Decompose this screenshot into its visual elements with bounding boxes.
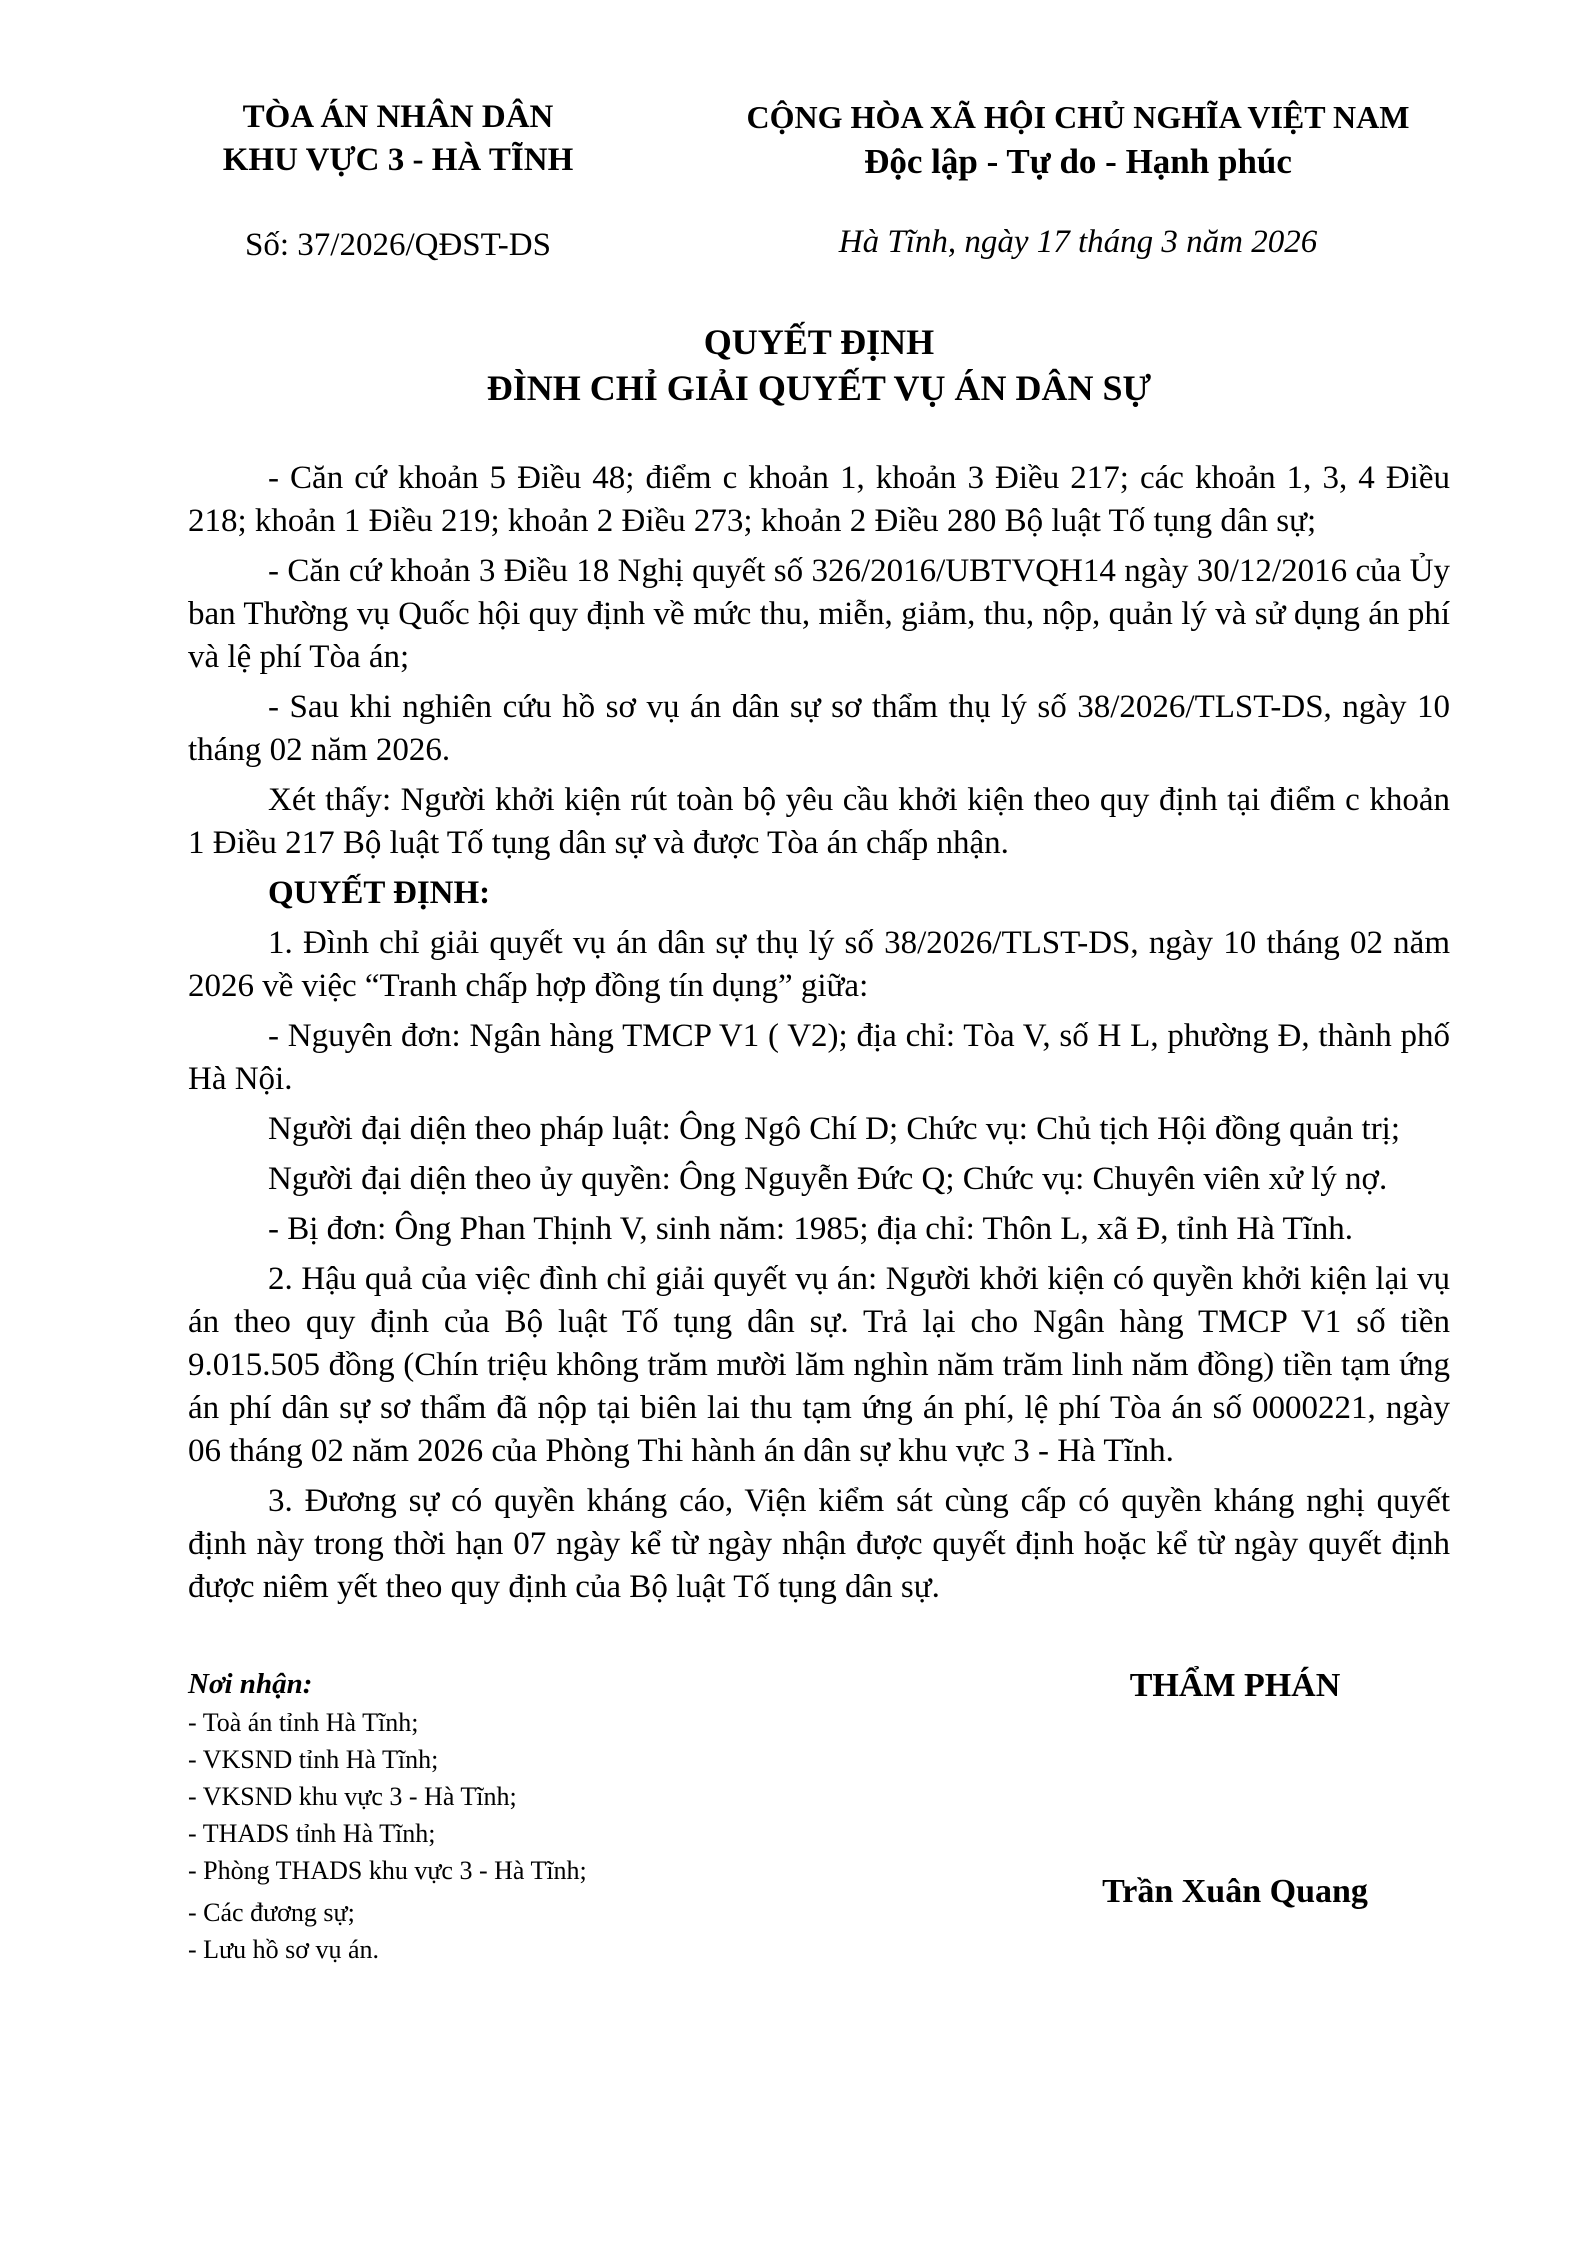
decision-paragraph: - Nguyên đơn: Ngân hàng TMCP V1 ( V2); địa chỉ: Tòa V, số H L, phường Đ, thành phố Hà Nội. bbox=[188, 1018, 1450, 1097]
decision-paragraph: Người đại diện theo ủy quyền: Ông Nguyễn Đức Q; Chức vụ: Chuyên viên xử lý nợ. bbox=[268, 1161, 1388, 1197]
recipients-block bbox=[188, 1664, 828, 1968]
recipient-item: - VKSND khu vực 3 - Hà Tĩnh; bbox=[188, 1782, 517, 1811]
national-motto-line2: Độc lập - Tự do - Hạnh phúc bbox=[864, 142, 1292, 181]
decision-paragraph: - Bị đơn: Ông Phan Thịnh V, sinh năm: 1985; địa chỉ: Thôn L, xã Đ, tỉnh Hà Tĩnh. bbox=[268, 1211, 1354, 1247]
preamble-paragraph: - Sau khi nghiên cứu hồ sơ vụ án dân sự sơ thẩm thụ lý số 38/2026/TLST-DS, ngày 10 tháng 02 năm 2026. bbox=[188, 689, 1450, 768]
document-body bbox=[188, 457, 1450, 1609]
recipient-item: - Các đương sự; bbox=[188, 1898, 355, 1927]
decision-paragraph: 2. Hậu quả của việc đình chỉ giải quyết vụ án: Người khởi kiện có quyền khởi kiện lại vụ án theo quy định của Bộ luật Tố tụng dân sự. Trả lại cho Ngân hàng TMCP V1 số tiền 9.015.505 đồng (Chín triệu không trăm mười lăm nghìn năm trăm linh năm đồng) tiền tạm ứng án phí dân sự sơ thẩm đã nộp tại biên lai thu tạm ứng án phí, lệ phí Tòa án số 0000221, ngày 06 tháng 02 năm 2026 của Phòng Thi hành án dân sự khu vực 3 - Hà Tĩnh. bbox=[188, 1261, 1450, 1469]
document-title-line2: ĐÌNH CHỈ GIẢI QUYẾT VỤ ÁN DÂN SỰ bbox=[486, 368, 1152, 408]
issuing-authority-block bbox=[188, 96, 608, 267]
recipient-item: - Phòng THADS khu vực 3 - Hà Tĩnh; bbox=[188, 1856, 587, 1885]
document-footer bbox=[188, 1664, 1450, 1968]
recipients-label: Nơi nhận: bbox=[188, 1668, 313, 1700]
recipient-item: - VKSND tỉnh Hà Tĩnh; bbox=[188, 1745, 439, 1774]
decision-paragraph: 3. Đương sự có quyền kháng cáo, Viện kiểm sát cùng cấp có quyền kháng nghị quyết định này trong thời hạn 07 ngày kể từ ngày nhận được quyết định hoặc kể từ ngày quyết định được niêm yết theo quy định của Bộ luật Tố tụng dân sự. bbox=[188, 1483, 1450, 1605]
signer-name: Trần Xuân Quang bbox=[1102, 1873, 1368, 1910]
decision-paragraph: 1. Đình chỉ giải quyết vụ án dân sự thụ lý số 38/2026/TLST-DS, ngày 10 tháng 02 năm 2026 về việc “Tranh chấp hợp đồng tín dụng” giữa: bbox=[188, 925, 1450, 1004]
recipient-item: - Lưu hồ sơ vụ án. bbox=[188, 1935, 380, 1964]
preamble-paragraph: - Căn cứ khoản 5 Điều 48; điểm c khoản 1, khoản 3 Điều 217; các khoản 1, 3, 4 Điều 218; khoản 1 Điều 219; khoản 2 Điều 273; khoản 2 Điều 280 Bộ luật Tố tụng dân sự; bbox=[188, 460, 1450, 539]
document-number: Số: 37/2026/QĐST-DS bbox=[245, 227, 551, 263]
national-header-block bbox=[706, 96, 1450, 264]
place-date-line: Hà Tĩnh, ngày 17 tháng 3 năm 2026 bbox=[838, 224, 1318, 260]
preamble-paragraph: - Căn cứ khoản 3 Điều 18 Nghị quyết số 326/2016/UBTVQH14 ngày 30/12/2016 của Ủy ban Thường vụ Quốc hội quy định về mức thu, miễn, giảm, thu, nộp, quản lý và sử dụng án phí và lệ phí Tòa án; bbox=[188, 553, 1450, 675]
signer-title: THẨM PHÁN bbox=[1129, 1667, 1341, 1704]
court-name-line1: TÒA ÁN NHÂN DÂN bbox=[242, 99, 554, 135]
recipient-item: - THADS tỉnh Hà Tĩnh; bbox=[188, 1819, 436, 1848]
signature-block bbox=[1020, 1664, 1450, 1914]
recipient-item: - Toà án tỉnh Hà Tĩnh; bbox=[188, 1708, 419, 1737]
document-title bbox=[188, 319, 1450, 411]
court-name-line2: KHU VỰC 3 - HÀ TĨNH bbox=[222, 142, 574, 178]
document-title-line1: QUYẾT ĐỊNH bbox=[703, 322, 935, 362]
national-motto-line1: CỘNG HÒA XÃ HỘI CHỦ NGHĨA VIỆT NAM bbox=[746, 99, 1410, 135]
decision-paragraph: Người đại diện theo pháp luật: Ông Ngô Chí D; Chức vụ: Chủ tịch Hội đồng quản trị; bbox=[268, 1111, 1401, 1147]
decision-heading: QUYẾT ĐỊNH: bbox=[268, 875, 491, 911]
document-header bbox=[188, 96, 1450, 267]
preamble-paragraph: Xét thấy: Người khởi kiện rút toàn bộ yêu cầu khởi kiện theo quy định tại điểm c khoản 1 Điều 217 Bộ luật Tố tụng dân sự và được Tòa án chấp nhận. bbox=[188, 782, 1450, 861]
